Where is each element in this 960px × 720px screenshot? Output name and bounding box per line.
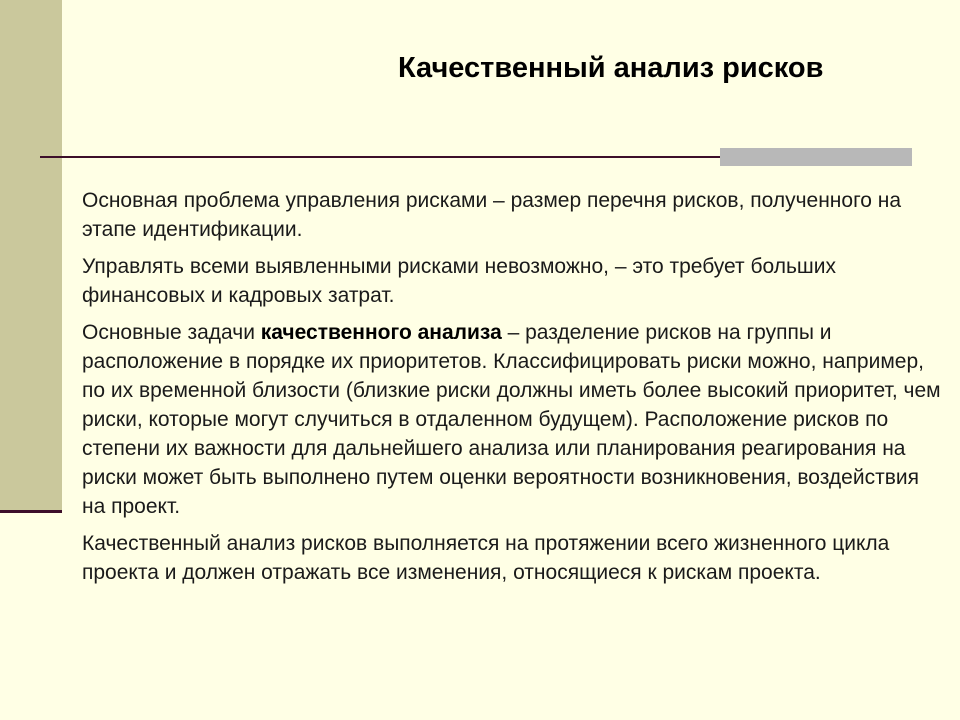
slide-body bbox=[82, 186, 942, 595]
paragraph-2: Управлять всеми выявленными рисками невозможно, – это требует больших финансовых и кадровых затрат. bbox=[82, 255, 837, 307]
title-accent-bar bbox=[720, 148, 912, 166]
paragraph-1: Основная проблема управления рисками – размер перечня рисков, полученного на этапе идентификации. bbox=[82, 189, 902, 241]
paragraph-3 bbox=[82, 318, 942, 521]
side-decor-line bbox=[0, 510, 62, 513]
paragraph-3-lead: Основные задачи bbox=[82, 321, 261, 344]
paragraph-3-emphasis: качественного анализа bbox=[260, 321, 502, 344]
side-decor-band bbox=[0, 0, 62, 512]
paragraph-4: Качественный анализ рисков выполняется на протяжении всего жизненного цикла проекта и должен отражать все изменения, относящиеся к рискам проекта. bbox=[82, 532, 890, 584]
slide-title: Качественный анализ рисков bbox=[398, 52, 824, 84]
paragraph-3-rest: – разделение рисков на группы и расположение в порядке их приоритетов. Классифицировать риски можно, например, по их временной близости (близкие риски должны иметь более высокий приоритет, чем риски, которые могут случиться в отдаленном будущем). Расположение рисков по степени их важности для дальнейшего анализа или планирования реагирования на риски может быть выполнено путем оценки вероятности возникновения, воздействия на проект. bbox=[82, 321, 941, 518]
